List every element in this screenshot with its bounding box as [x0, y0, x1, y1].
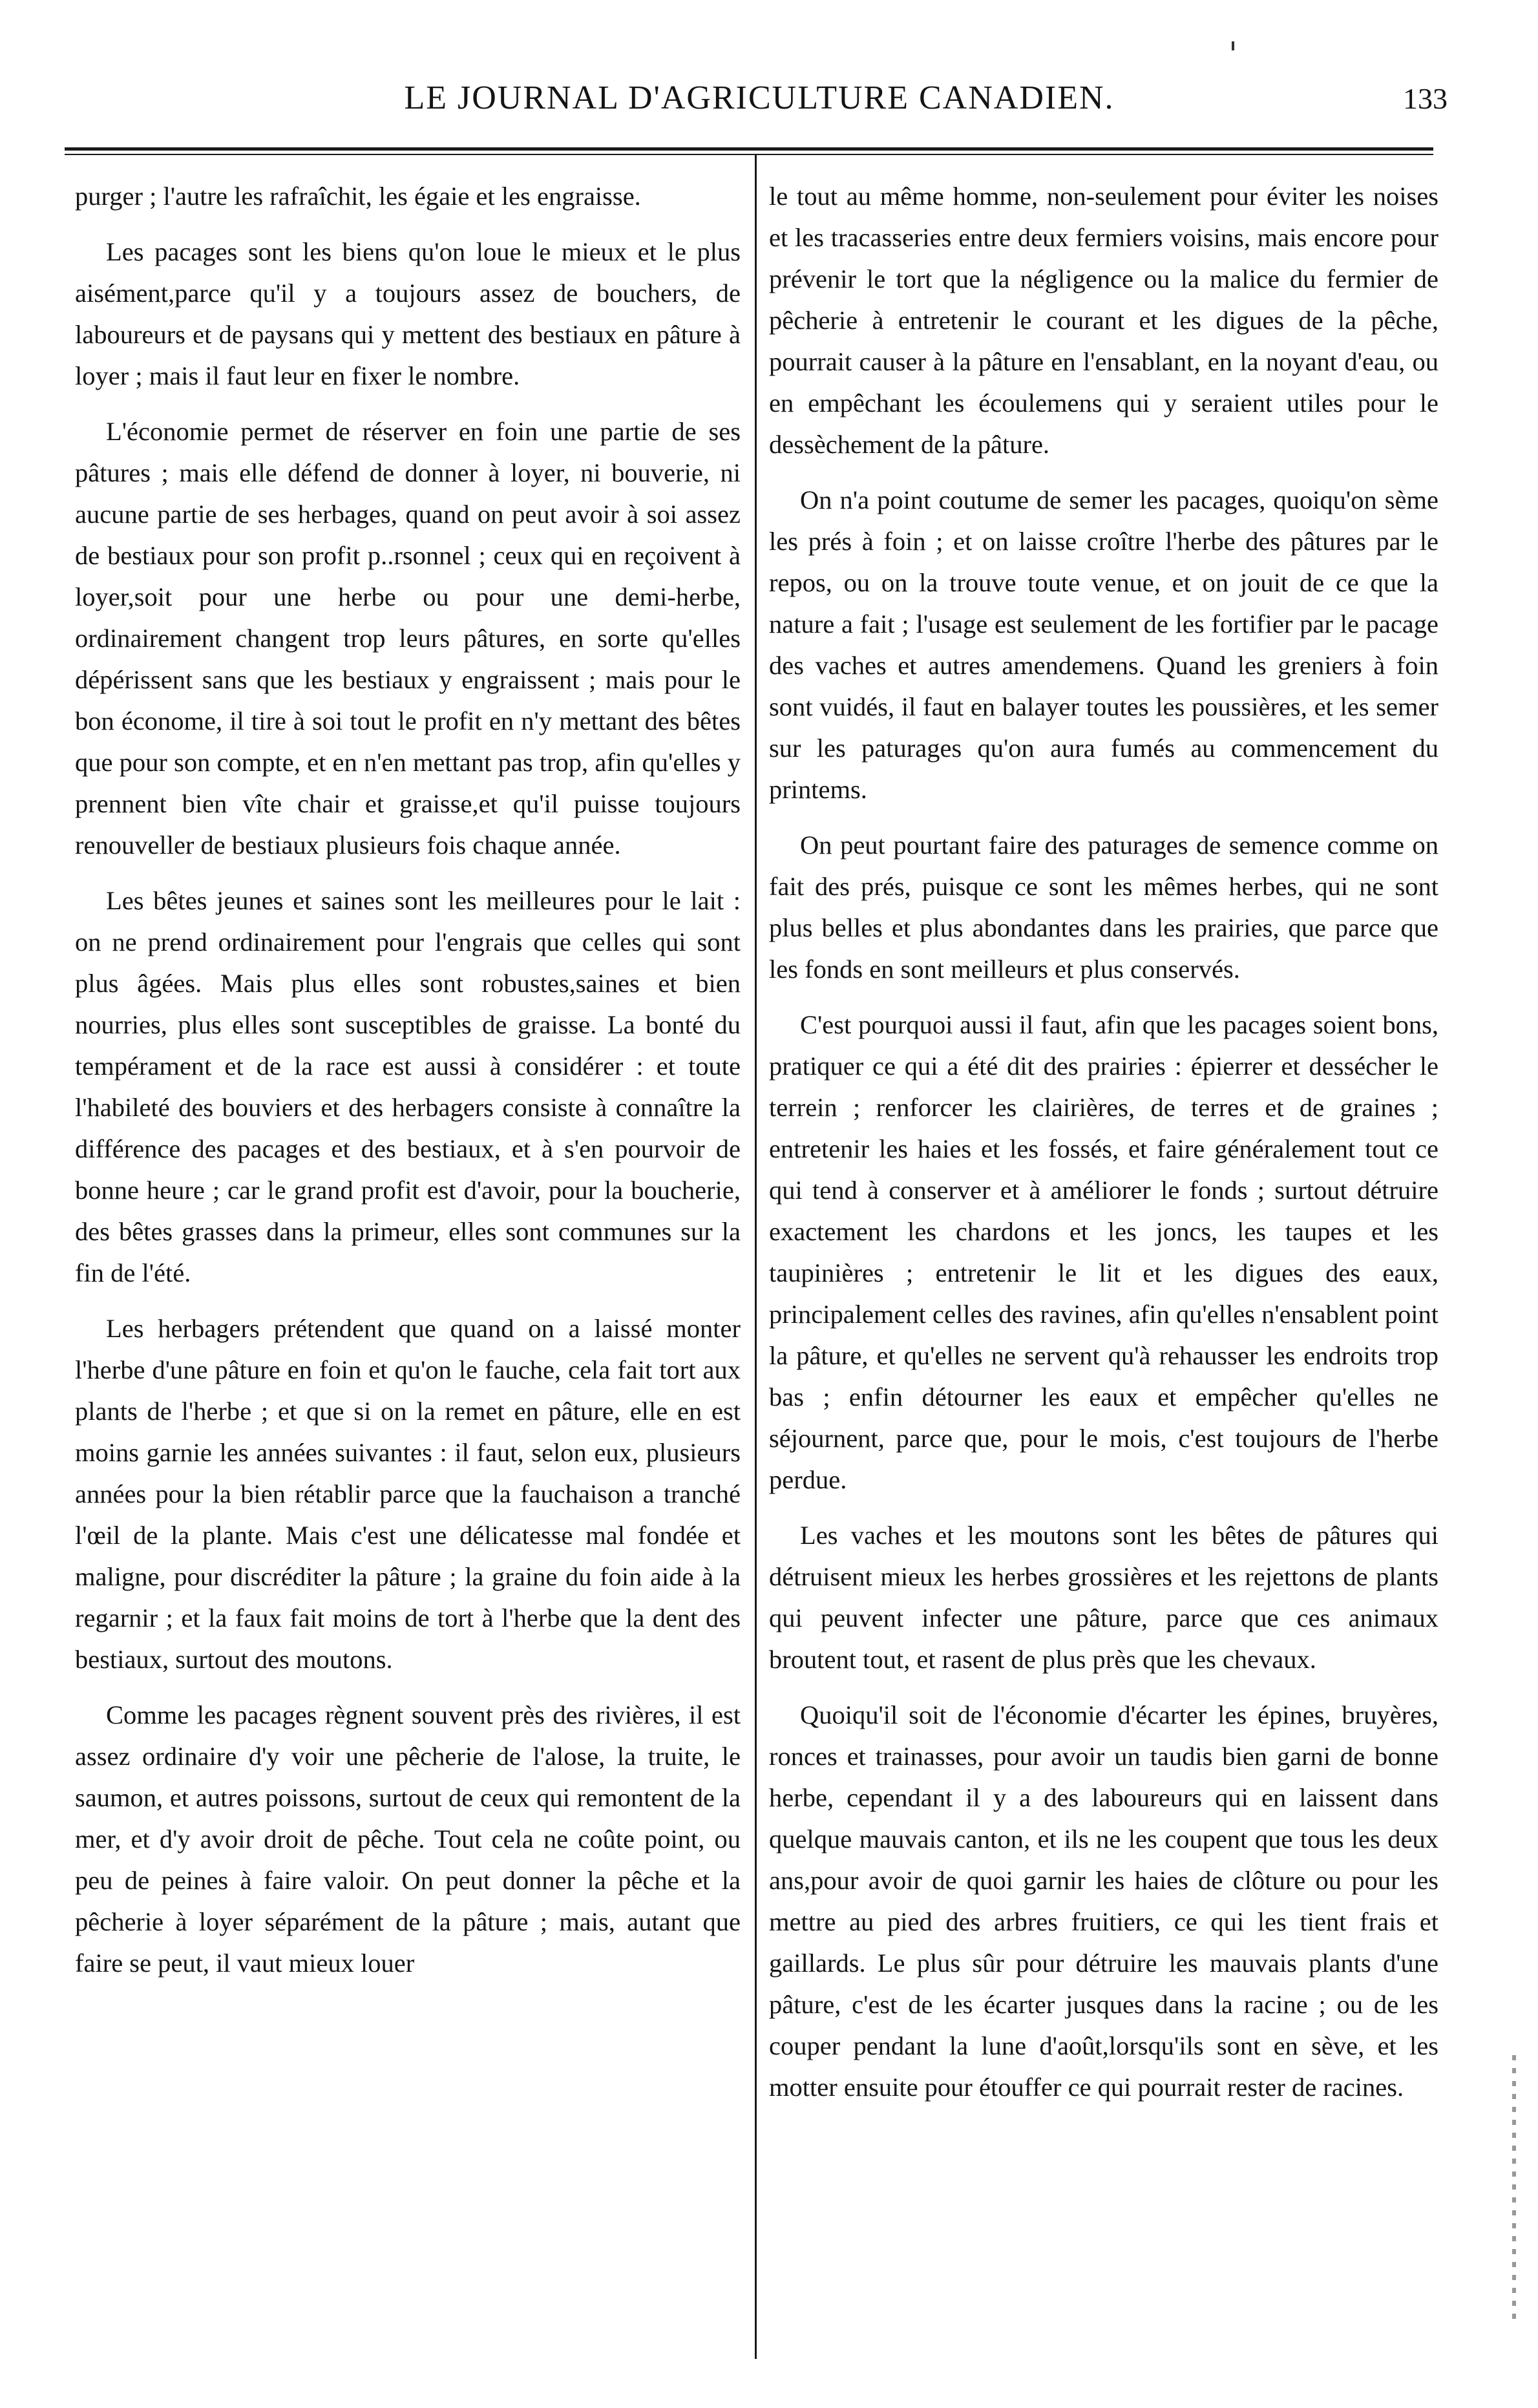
margin-scan-mark [1512, 2055, 1516, 2327]
paragraph: Comme les pacages règnent souvent près des rivières, il est assez ordinaire d'y voir une pêcherie de l'alose, la truite, le saumon, et autres poissons, surtout de ceux qui remontent de la mer, et d'y avoir droit de pêche. Tout cela ne coûte point, ou peu de peines à faire valoir. On peut donner la pêche et la pêcherie à loyer séparément de la pâture ; mais, autant que faire se peut, il vaut mieux louer [75, 1700, 741, 1978]
paragraph: Les bêtes jeunes et saines sont les meilleures pour le lait : on ne prend ordinairement pour l'engrais que celles qui sont plus âgées. Mais plus elles sont robustes,saines et bien nourries, plus elles sont susceptibles de graisse. La bonté du tempérament et de la race est aussi à considérer : et toute l'habileté des bouviers et des herbagers consiste à connaître la différence des pacages et des bestiaux, et à s'en pourvoir de bonne heure ; car le grand profit est d'avoir, pour la boucherie, des bêtes grasses dans la primeur, elles sont communes sur la fin de l'été. [75, 886, 741, 1287]
paragraph: On peut pourtant faire des paturages de semence comme on fait des prés, puisque ce sont les mêmes herbes, qui ne sont plus belles et plus abondantes dans les prairies, que parce que les fonds en sont meilleurs et plus conservés. [769, 830, 1438, 984]
paragraph: le tout au même homme, non-seulement pour éviter les noises et les tracasseries entre deux fermiers voisins, mais encore pour prévenir le tort que la négligence ou la malice du fermier de pêcherie à entretenir le courant et les digues de la pêche, pourrait causer à la pâture en l'ensablant, en la noyant d'eau, ou en empêchant les écoulemens qui y seraient utiles pour le dessèchement de la pâture. [769, 182, 1438, 459]
column-divider [755, 155, 757, 2359]
left-column [75, 176, 741, 1998]
print-mark [1232, 41, 1234, 50]
paragraph: Les pacages sont les biens qu'on loue le mieux et le plus aisément,parce qu'il y a toujours assez de bouchers, de laboureurs et de paysans qui y mettent des bestiaux en pâture à loyer ; mais il faut leur en fixer le nombre. [75, 237, 741, 390]
running-title: LE JOURNAL D'AGRICULTURE CANADIEN. [404, 79, 1115, 116]
right-column [769, 176, 1438, 2122]
paragraph: L'économie permet de réserver en foin une partie de ses pâtures ; mais elle défend de donner à loyer, ni bouverie, ni aucune partie de ses herbages, quand on peut avoir à soi assez de bestiaux pour son profit p..rsonnel ; ceux qui en reçoivent à loyer,soit pour une herbe ou pour une demi-herbe, ordinairement changent trop leurs pâtures, en sorte qu'elles dépérissent sans que les bestiaux y engraissent ; mais pour le bon économe, il tire à soi tout le profit en n'y mettant des bêtes que pour son compte, et en n'en mettant pas trop, afin qu'elles y prennent bien vîte chair et graisse,et qu'il puisse toujours renouveller de bestiaux plusieurs fois chaque année. [75, 417, 741, 860]
paragraph: Les herbagers prétendent que quand on a laissé monter l'herbe d'une pâture en foin et qu'on le fauche, cela fait tort aux plants de l'herbe ; et que si on la remet en pâture, elle en est moins garnie les années suivantes : il faut, selon eux, plusieurs années pour la bien rétablir parce que la fauchaison a tranché l'œil de la plante. Mais c'est une délicatesse mal fondée et maligne, pour discréditer la pâture ; la graine du foin aide à la regarnir ; et la faux fait moins de tort à l'herbe que la dent des bestiaux, surtout des moutons. [75, 1314, 741, 1674]
page-header [71, 79, 1448, 131]
page-number: 133 [1403, 82, 1448, 115]
header-rule-thin [65, 154, 1433, 155]
paragraph: On n'a point coutume de semer les pacages, quoiqu'on sème les prés à foin ; et on laisse croître l'herbe des pâtures par le repos, ou on la trouve toute venue, et on jouit de ce que la nature a fait ; l'usage est seulement de les fortifier par le pacage des vaches et autres amendemens. Quand les greniers à foin sont vuidés, il faut en balayer toutes les poussières, et les semer sur les paturages qu'on aura fumés au commencement du printems. [769, 485, 1438, 804]
paragraph: purger ; l'autre les rafraîchit, les égaie et les engraisse. [75, 182, 641, 211]
paragraph: C'est pourquoi aussi il faut, afin que les pacages soient bons, pratiquer ce qui a été dit des prairies : épierrer et dessécher le terrein ; renforcer les clairières, de terres et de graines ; entretenir les haies et les fossés, et faire généralement tout ce qui tend à conserver et à améliorer le fonds ; surtout détruire exactement les chardons et les joncs, les taupes et les taupinières ; entretenir le lit et les digues des eaux, principalement celles des ravines, afin qu'elles n'ensablent point la pâture, et qu'elles ne servent qu'à rehausser les endroits trop bas ; enfin détourner les eaux et empêcher qu'elles ne séjournent, parce que, pour le mois, c'est toujours de l'herbe perdue. [769, 1010, 1438, 1494]
header-rule-thick [65, 147, 1433, 151]
paragraph: Quoiqu'il soit de l'économie d'écarter les épines, bruyères, ronces et trainasses, pour avoir un taudis bien garni de bonne herbe, cependant il y a des laboureurs qui en laissent dans quelque mauvais canton, et ils ne les coupent que tous les deux ans,pour avoir de quoi garnir les haies de clôture ou pour les mettre au pied des arbres fruitiers, ce qui les tient frais et gaillards. Le plus sûr pour détruire les mauvais plants d'une pâture, c'est de les écarter jusques dans la racine ; ou de les couper pendant la lune d'août,lorsqu'ils sont en sève, et les motter ensuite pour étouffer ce qui pourrait rester de racines. [769, 1700, 1438, 2102]
paragraph: Les vaches et les moutons sont les bêtes de pâtures qui détruisent mieux les herbes grossières et les rejettons de plants qui peuvent infecter une pâture, parce que ces animaux broutent tout, et rasent de plus près que les chevaux. [769, 1521, 1438, 1674]
